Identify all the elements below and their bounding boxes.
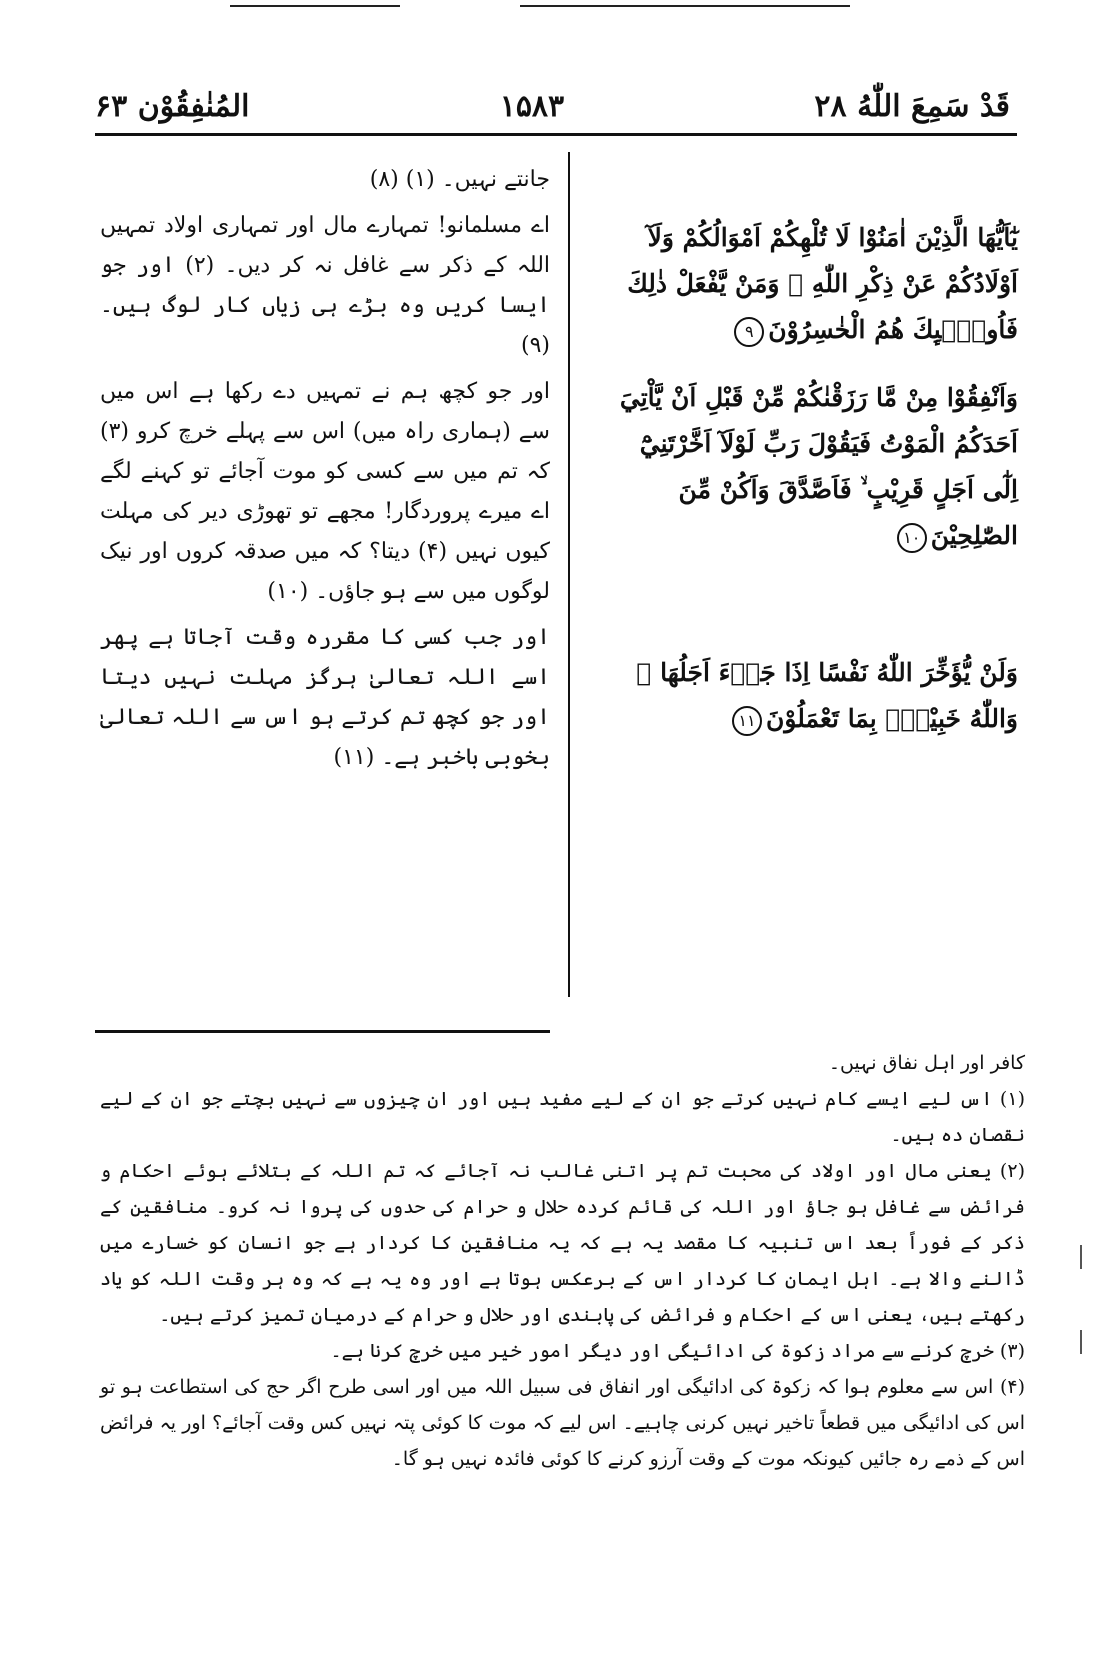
arabic-verse-text: يٰٓاَيُّهَا الَّذِيْنَ اٰمَنُوْا لَا تُلْهِكُمْ اَمْوَالُكُمْ وَلَآ اَوْلَادُكُمْ عَنْ ذِكْرِ اللّٰهِ ۚ وَمَنْ يَّفْعَلْ ذٰلِكَ فَاُولٰۗىِٕكَ هُمُ الْخٰسِرُوْنَ [627,223,1018,344]
footnote: (۴) اس سے معلوم ہوا کہ زکوۃ کی ادائیگی اور انفاق فی سبیل اللہ میں اور اسی طرح اگر حج کی استطاعت ہو تو اس کی ادائیگی میں قطعاً تاخیر نہیں کرنی چاہیے۔ اس لیے کہ موت کا کوئی پتہ نہیں کس وقت آجائے؟ اور یہ فرائض اس کے ذمے رہ جائیں کیونکہ موت کے وقت آرزو کرنے کا کوئی فائدہ نہیں ہو گا۔ [100,1376,1025,1470]
translation-paragraph: اے مسلمانو! تمہارے مال اور تمہاری اولاد تمہیں اللہ کے ذکر سے غافل نہ کر دیں۔ (۲) اور جو ایسا کریں وہ بڑے ہی زیاں کار لوگ ہیں۔ (۹) [100,213,551,358]
ayah-marker: ۱۱ [732,706,762,736]
footnotes [100,1045,1025,1477]
ayah-marker: ۱۰ [897,523,927,553]
translation-column [100,160,550,784]
arabic-verse-text: وَلَنْ يُّؤَخِّرَ اللّٰهُ نَفْسًا اِذَا جَاۗءَ اَجَلُهَا ۭ وَاللّٰهُ خَبِيْرٌۢ بِمَا تَعْمَلُوْنَ [636,658,1018,733]
arabic-verse-11 [598,650,1018,742]
footnote: (۱) اس لیے ایسے کام نہیں کرتے جو ان کے لیے مفید ہیں اور ان چیزوں سے نہیں بچتے جو ان کے لیے نقصان دہ ہیں۔ [100,1088,1025,1146]
page-number: ۱۵۸۳ [499,88,565,124]
page-header [95,78,1010,134]
translation-paragraph: جانتے نہیں۔ (۱) (۸) [369,167,550,192]
arabic-verse-text: وَاَنْفِقُوْا مِنْ مَّا رَزَقْنٰكُمْ مِّنْ قَبْلِ اَنْ يَّاْتِيَ اَحَدَكُمُ الْمَوْتُ فَيَقُوْلَ رَبِّ لَوْلَآ اَخَّرْتَنِيْٓ اِلٰٓى اَجَلٍ قَرِيْبٍ ۙ فَاَصَّدَّقَ وَاَكُنْ مِّنَ الصّٰلِحِيْنَ [619,383,1018,550]
scan-edge-line [520,5,850,7]
ayah-marker: ۹ [734,317,764,347]
arabic-verse-10 [598,375,1018,559]
column-divider [568,152,570,997]
footnote: کافر اور اہل نفاق نہیں۔ [828,1052,1025,1074]
scan-edge-line [230,5,400,7]
scan-margin-mark [1080,1330,1082,1354]
arabic-verse-9 [598,215,1018,353]
translation-paragraph: اور جب کسی کا مقررہ وقت آجاتا ہے پھر اسے اللہ تعالیٰ ہرگز مہلت نہیں دیتا اور جو کچھ تم کرتے ہو اس سے اللہ تعالیٰ بخوبی باخبر ہے۔ (۱۱) [100,625,550,770]
footnote: (۳) خرچ کرنے سے مراد زکوۃ کی ادائیگی اور دیگر امور خیر میں خرچ کرنا ہے۔ [330,1340,1025,1362]
header-rule [95,133,1017,136]
scan-margin-mark [1080,1245,1082,1269]
footnote-rule [95,1030,550,1033]
footnote: (۲) یعنی مال اور اولاد کی محبت تم پر اتنی غالب نہ آجائے کہ تم اللہ کے بتلائے ہوئے احکام و فرائض سے غافل ہو جاؤ اور اللہ کی قائم کردہ حلال و حرام کی حدوں کی پروا نہ کرو۔ منافقین کے ذکر کے فوراً بعد اس تنبیہ کا مقصد یہ ہے کہ یہ منافقین کا کردار ہے جو انسان کو خسارے میں ڈالنے والا ہے۔ اہل ایمان کا کردار اس کے برعکس ہوتا ہے اور وہ یہ ہے کہ وہ ہر وقت اللہ کو یاد رکھتے ہیں، یعنی اس کے احکام و فرائض کی پابندی اور حلال و حرام کے درمیان تمیز کرتے ہیں۔ [100,1160,1025,1326]
juz-title: قَدْ سَمِعَ اللّٰهُ ۲۸ [814,88,1010,124]
surah-title: المُنٰفِقُوْن ۶۳ [95,88,250,124]
translation-paragraph: اور جو کچھ ہم نے تمہیں دے رکھا ہے اس میں سے (ہماری راہ میں) اس سے پہلے خرچ کرو (۳) کہ تم میں سے کسی کو موت آجائے تو کہنے لگے اے میرے پروردگار! مجھے تو تھوڑی دیر کی مہلت کیوں نہیں (۴) دیتا؟ کہ میں صدقہ کروں اور نیک لوگوں میں سے ہو جاؤں۔ (۱۰) [100,379,550,604]
